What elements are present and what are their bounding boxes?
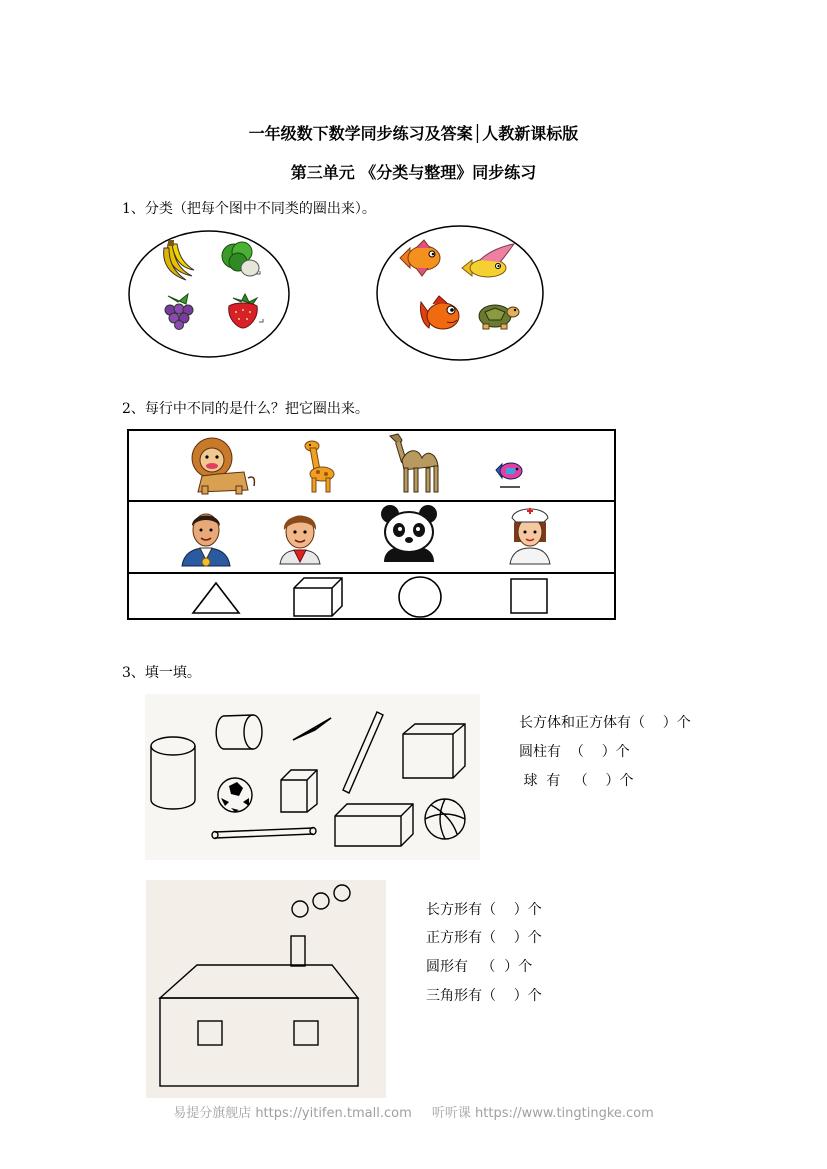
man-icon [178, 504, 234, 568]
footer-right-link[interactable]: 听听课 https://www.tingtingke.com [431, 1106, 654, 1121]
fish-icon [417, 294, 463, 334]
solids-sphere-count: 球 有 （ ）个 [519, 773, 634, 789]
fish-icon [460, 238, 518, 282]
question-3-text: 3、填一填。 [122, 665, 201, 681]
boy-icon [274, 506, 326, 566]
solids-cuboid-count: 长方体和正方体有（ ）个 [519, 715, 691, 731]
shapes-triangle-count: 三角形有（ ）个 [426, 988, 542, 1004]
shapes-square-count: 正方形有（ ）个 [426, 930, 542, 946]
cube-icon [292, 576, 344, 618]
banana-icon [160, 240, 198, 282]
triangle-icon [190, 580, 242, 616]
nurse-icon [504, 502, 556, 566]
q1-left-ellipse [126, 228, 292, 360]
turtle-icon [475, 298, 521, 332]
fish-icon [492, 456, 526, 492]
fish-icon [398, 238, 444, 278]
panda-icon [378, 504, 440, 564]
grapes-icon [158, 292, 198, 330]
strawberry-icon [223, 292, 267, 330]
house-picture [146, 880, 386, 1098]
cabbage-icon [218, 238, 264, 280]
footer-left-link[interactable]: 易提分旗舰店 https://yitifen.tmall.com [173, 1106, 412, 1121]
camel-icon [384, 430, 446, 496]
giraffe-icon [298, 438, 338, 494]
shapes-circle-count: 圆形有 （ ）个 [426, 959, 533, 975]
page-title: 一年级数下数学同步练习及答案│人教新课标版 [248, 124, 579, 143]
question-1-text: 1、分类（把每个图中不同类的圈出来）。 [122, 201, 376, 217]
solids-picture [145, 694, 480, 860]
solids-cylinder-count: 圆柱有 （ ）个 [519, 744, 630, 760]
question-2-text: 2、每行中不同的是什么？把它圈出来。 [122, 401, 369, 417]
page-subtitle: 第三单元 《分类与整理》同步练习 [290, 163, 537, 182]
square-icon [508, 576, 550, 616]
circle-icon [396, 575, 444, 619]
page-footer [0, 1102, 827, 1121]
lion-icon [188, 434, 260, 496]
shapes-rectangle-count: 长方形有（ ）个 [426, 902, 542, 918]
